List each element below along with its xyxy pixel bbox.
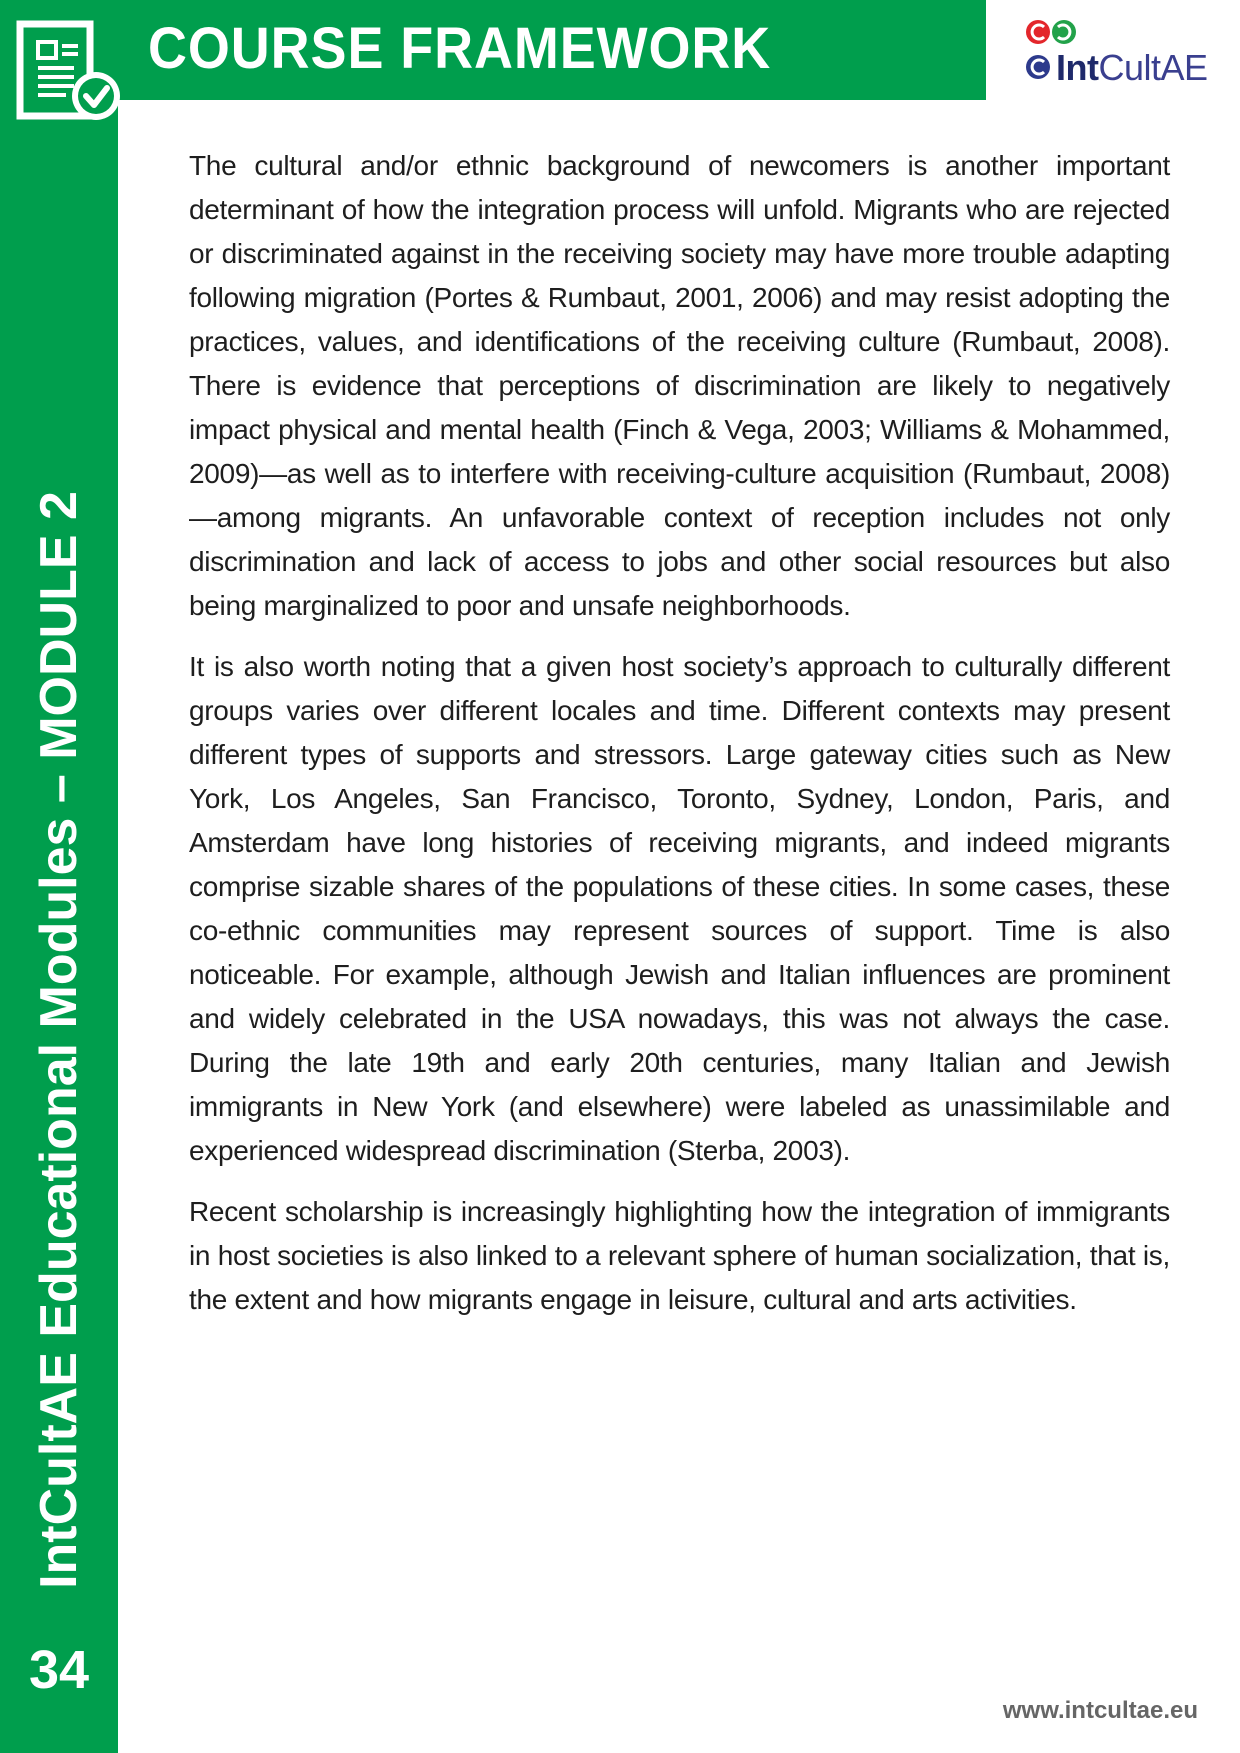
document-check-icon (16, 20, 124, 132)
body-text (189, 144, 1170, 1339)
intcultae-logo (1024, 18, 1224, 88)
logo-wordmark: IntCultAE (1056, 47, 1208, 88)
paragraph: The cultural and/or ethnic background of newcomers is another important determinant of how the integration process will unfold. Migrants who are rejected or discriminated against in the receiving society may have more trouble adapting following migration (Portes & Rumbaut, 2001, 2006) and may resist adopting the practices, values, and identifications of the receiving culture (Rumbaut, 2008). There is evidence that perceptions of discrimination are likely to negatively impact physical and mental health (Finch & Vega, 2003; Williams & Mohammed, 2009)—as well as to interfere with receiving-culture acquisition (Rumbaut, 2008)—among migrants. An unfavorable context of reception includes not only discrimination and lack of access to jobs and other social resources but also being marginalized to poor and unsafe neighborhoods. (189, 150, 1170, 621)
page-number: 34 (28, 1640, 90, 1700)
paragraph: It is also worth noting that a given host society’s approach to culturally different groups varies over different locales and time. Different contexts may present different types of supports and stressors. Large gateway cities such as New York, Los Angeles, San Francisco, Toronto, Sydney, London, Paris, and Amsterdam have long histories of receiving migrants, and indeed migrants comprise sizable shares of the populations of these cities. In some cases, these co-ethnic communities may represent sources of support. Time is also noticeable. For example, although Jewish and Italian influences are prominent and widely celebrated in the USA nowadays, this was not always the case. During the late 19th and early 20th centuries, many Italian and Jewish immigrants in New York (and elsewhere) were labeled as unassimilable and experienced widespread discrimination (Sterba, 2003). (189, 651, 1170, 1166)
footer-url[interactable]: www.intcultae.eu (1002, 1697, 1198, 1724)
paragraph: Recent scholarship is increasingly highlighting how the integration of immigrants in host societies is also linked to a relevant sphere of human socialization, that is, the extent and how migrants engage in leisure, cultural and arts activities. (189, 1196, 1170, 1315)
sidebar-module-label: IntCultAE Educational Modules – MODULE 2 (30, 491, 88, 1589)
page-title: COURSE FRAMEWORK (148, 16, 772, 81)
